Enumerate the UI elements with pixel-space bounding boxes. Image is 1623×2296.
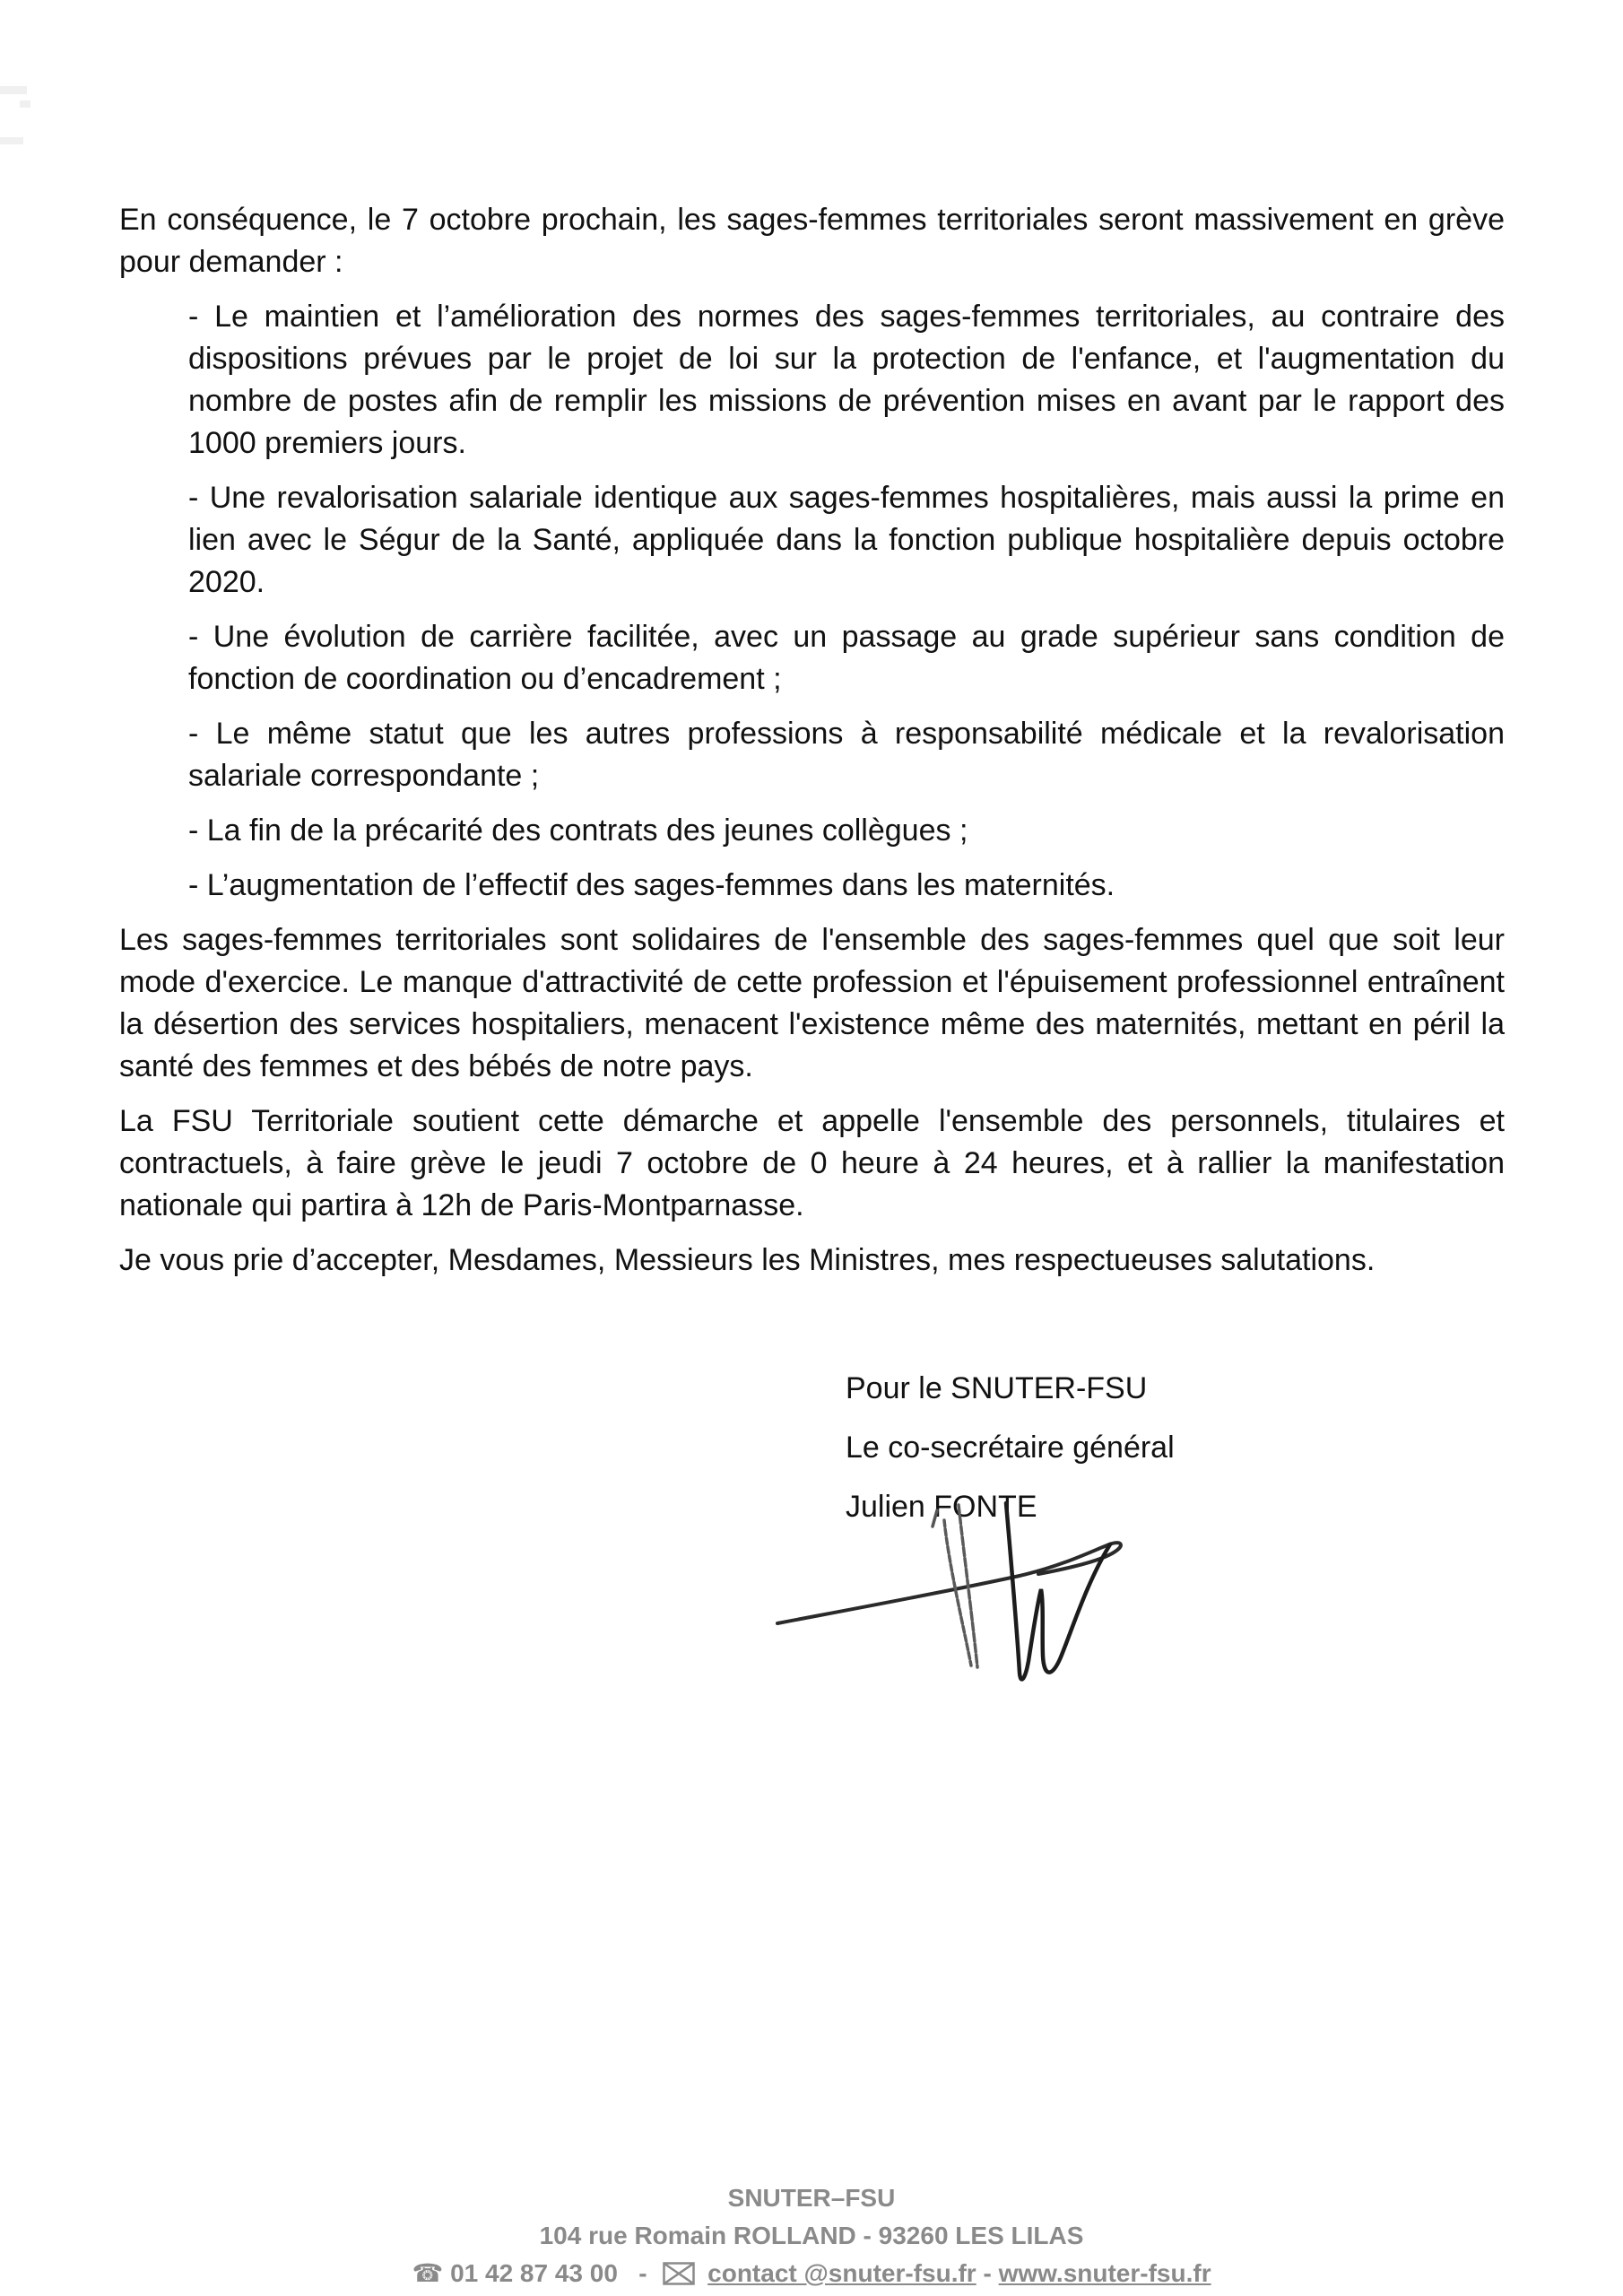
closing-paragraph: Je vous prie d’accepter, Mesdames, Messieurs les Ministres, mes respectueuses salutations. (119, 1243, 1376, 1277)
solidarity-paragraph: Les sages-femmes territoriales sont solidaires de l'ensemble des sages-femmes quel que soit leur mode d'exercice. Le manque d'attractivité de cette profession et l'épuisement professionnel entraînent la désertion des services hospitaliers, menacent l'existence même des maternités, mettant en péril la santé des femmes et des bébés de notre pays. (119, 923, 1505, 1083)
demand-item: - Le même statut que les autres professions à responsabilité médicale et la revalorisation salariale correspondante ; (188, 717, 1505, 793)
footer-address: 104 rue Romain ROLLAND - 93260 LES LILAS (539, 2222, 1084, 2249)
footer-contact-line (0, 2255, 1623, 2292)
footer-separator: - (624, 2259, 647, 2287)
scan-artifact (20, 100, 30, 108)
scan-artifact (0, 137, 23, 144)
letterhead-footer (0, 2179, 1623, 2292)
demand-item: - Une évolution de carrière facilitée, avec un passage au grade supérieur sans condition de fonction de coordination ou d’encadrement ; (188, 620, 1505, 696)
phone-icon: ☎ (412, 2258, 444, 2288)
intro-paragraph: En conséquence, le 7 octobre prochain, les sages-femmes territoriales seront massivement en grève pour demander : (119, 203, 1505, 279)
envelope-icon (663, 2262, 695, 2285)
demand-item: - La fin de la précarité des contrats des jeunes collègues ; (188, 813, 968, 848)
footer-email-link[interactable]: contact @snuter-fsu.fr (707, 2259, 976, 2287)
fsu-support-paragraph: La FSU Territoriale soutient cette démarche et appelle l'ensemble des personnels, titulaires et contractuels, à faire grève le jeudi 7 octobre de 0 heure à 24 heures, et à rallier la manifestation nationale qui partira à 12h de Paris-Montparnasse. (119, 1104, 1505, 1222)
letter-body (119, 199, 1505, 1294)
signature-name: Julien FONTE (846, 1490, 1037, 1524)
footer-phone: 01 42 87 43 00 (450, 2259, 618, 2287)
footer-org: SNUTER–FSU (727, 2184, 896, 2212)
footer-website-link[interactable]: www.snuter-fsu.fr (998, 2259, 1211, 2287)
footer-separator: - (983, 2259, 999, 2287)
demand-item: - Une revalorisation salariale identique aux sages-femmes hospitalières, mais aussi la prime en lien avec le Ségur de la Santé, appliquée dans la fonction publique hospitalière depuis octobre 2020. (188, 481, 1505, 599)
signature-role: Le co-secrétaire général (846, 1431, 1175, 1465)
scan-artifact (0, 86, 27, 94)
demand-item: - L’augmentation de l’effectif des sages-femmes dans les maternités. (188, 868, 1115, 902)
signature-for-org: Pour le SNUTER-FSU (846, 1371, 1148, 1405)
demand-item: - Le maintien et l’amélioration des normes des sages-femmes territoriales, au contraire des dispositions prévues par le projet de loi sur la protection de l'enfance, et l'augmentation du nombre de postes afin de remplir les missions de prévention mises en avant par le rapport des 1000 premiers jours. (188, 300, 1505, 460)
handwritten-signature (767, 1489, 1143, 1731)
